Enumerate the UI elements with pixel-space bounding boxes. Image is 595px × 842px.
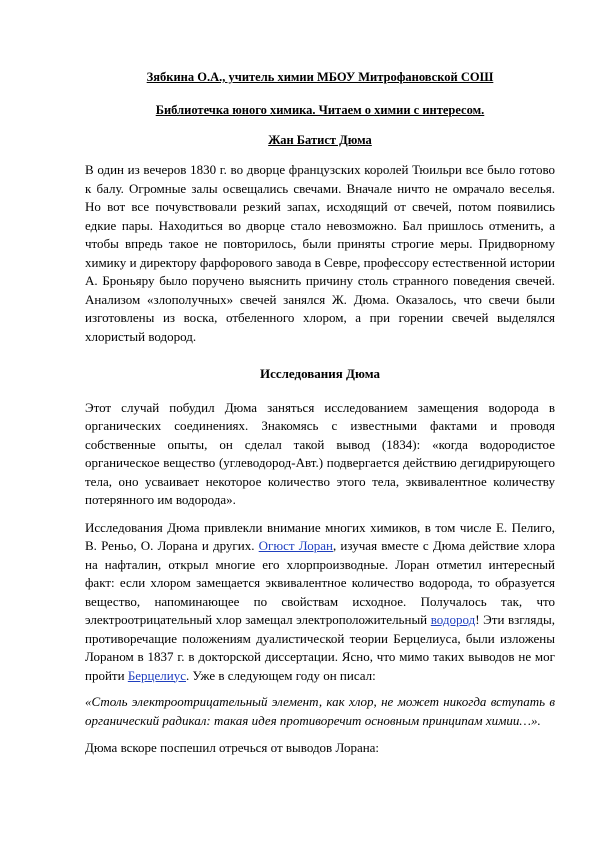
series-title: Библиотечка юного химика. Читаем о химии с интересом. [155,103,485,117]
berzelius-quote: «Столь электроотрицательный элемент, как хлор, не может никогда вступать в органический радикал: такая идея противоречит основным принципам химии…». [85,694,555,728]
link-berzelius[interactable]: Берцелиус [127,667,186,683]
laurent-text-1: Исследования Дюма привлекли внимание многих химиков, в том числе Е. Пелиго, В. Реньо, О. Лорана и других. [85,519,555,553]
laurent-text-3: ! Эти взгляды, противоречащие положениям дуалистической теории Берцелиуса, были изложены Лораном в 1837 г. в докторской диссертации. Ясно, что мимо таких выводов не мог пройти [85,612,555,683]
document-body [85,66,555,758]
link-auguste-laurent[interactable]: Огюст Лоран [258,538,333,553]
article-title: Жан Батист Дюма [268,133,372,147]
laurent-paragraph [85,519,555,686]
laurent-text-4: . Уже в следующем году он писал: [186,667,376,683]
intro-paragraph: В один из вечеров 1830 г. во дворце французских королей Тюильри все было готово к балу. Огромные залы освещались свечами. Вначале ничто не омрачало веселья. Но вот все почувствовали резкий запах, исходящий от свечей, потом появились едкие пары. Находиться во дворце стало невозможно. Бал пришлось отменить, а чтобы впредь такое не повторилось, были приняты строгие меры. Придворному химику и директору фарфорового завода в Севре, профессору естественной истории А. Броньяру было поручено выяснить причину столь странного поведения свечей. Анализом «злополучных» свечей занялся Ж. Дюма. Оказалось, что свечи были изготовлены из воска, отбеленного хлором, а при горении свечей выделялся хлористый водород. [85,162,555,344]
section-heading: Исследования Дюма [259,366,381,381]
closing-paragraph: Дюма вскоре поспешил отречься от выводов Лорана: [85,740,380,755]
laurent-text-2: , изучая вместе с Дюма действие хлора на нафталин, открыл многие его хлорпроизводные. Лоран отметил интересный факт: если хлором замещается эквивалентное количество водорода, то образуется вещество, напоминающее по свойствам исходное. Получалось так, что электроотрицательный хлор замещал электроположительный [85,538,556,627]
author-line: Зябкина О.А., учитель химии МБОУ Митрофановской СОШ [146,70,494,84]
research-paragraph: Этот случай побудил Дюма заняться исследованием замещения водорода в органических соединениях. Знакомясь с известными фактами и проводя собственные опыты, он сделал такой вывод (1834): «когда водородистое органическое вещество (углеводород-Авт.) подвергается действию дегидрирующего тела, оно усваивает некоторое количество этого тела, эквивалентное количеству потерянного им водорода». [85,399,555,507]
link-hydrogen[interactable]: водород [430,612,476,627]
